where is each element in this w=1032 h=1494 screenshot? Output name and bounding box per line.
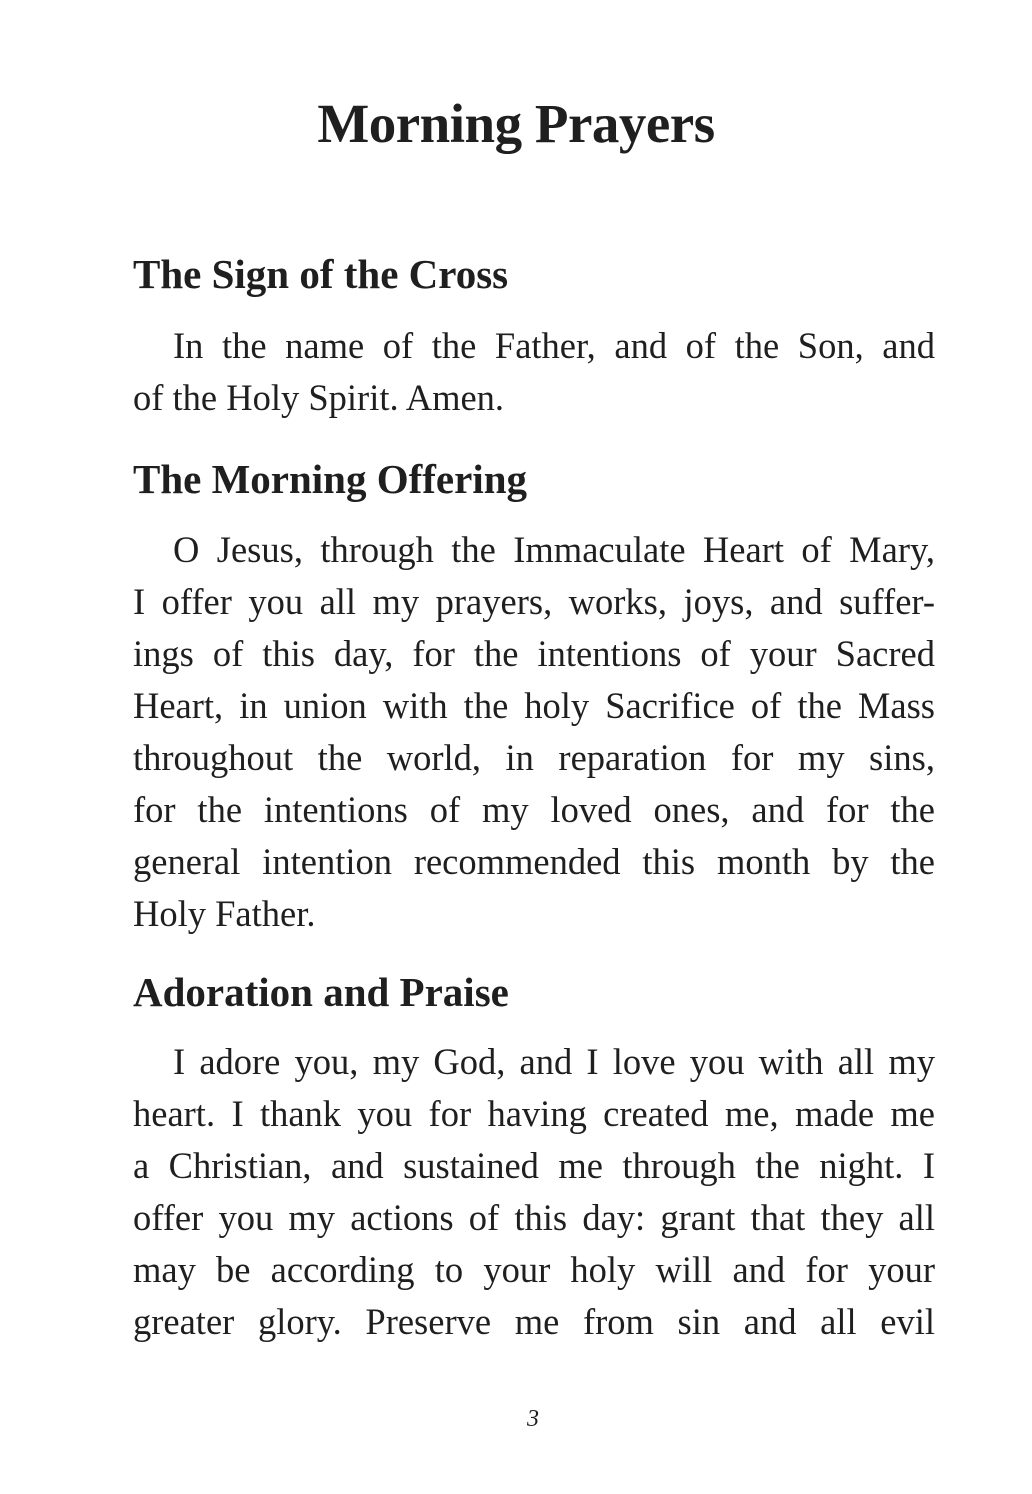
paragraph-line: throughout the world, in reparation for my sins, [133,737,935,778]
section-heading-sign-of-the-cross: The Sign of the Cross [133,251,509,297]
paragraph-line: greater glory. Preserve me from sin and all evil [133,1301,935,1342]
page-title: Morning Prayers [317,93,715,154]
paragraph-line: Holy Father. [133,893,316,934]
paragraph-line: of the Holy Spirit. Amen. [133,377,505,418]
section-heading-morning-offering: The Morning Offering [133,456,528,502]
paragraph-line: offer you my actions of this day: grant that they all [133,1197,935,1238]
paragraph-line: In the name of the Father, and of the Son, and [173,325,935,366]
paragraph-line: I adore you, my God, and I love you with all my [173,1041,935,1082]
paragraph-line: general intention recommended this month by the [133,841,935,882]
paragraph-line: may be according to your holy will and for your [133,1249,935,1290]
paragraph-line: O Jesus, through the Immaculate Heart of Mary, [173,529,935,570]
paragraph-line: a Christian, and sustained me through the night. I [133,1145,935,1186]
paragraph-line: ings of this day, for the intentions of your Sacred [133,633,935,674]
page-number: 3 [527,1406,539,1432]
section-heading-adoration-and-praise: Adoration and Praise [133,969,509,1015]
paragraph-line: for the intentions of my loved ones, and for the [133,789,935,830]
paragraph-line: Heart, in union with the holy Sacrifice of the Mass [133,685,935,726]
paragraph-line: I offer you all my prayers, works, joys, and suffer- [133,581,935,622]
paragraph-line: heart. I thank you for having created me, made me [133,1093,935,1134]
